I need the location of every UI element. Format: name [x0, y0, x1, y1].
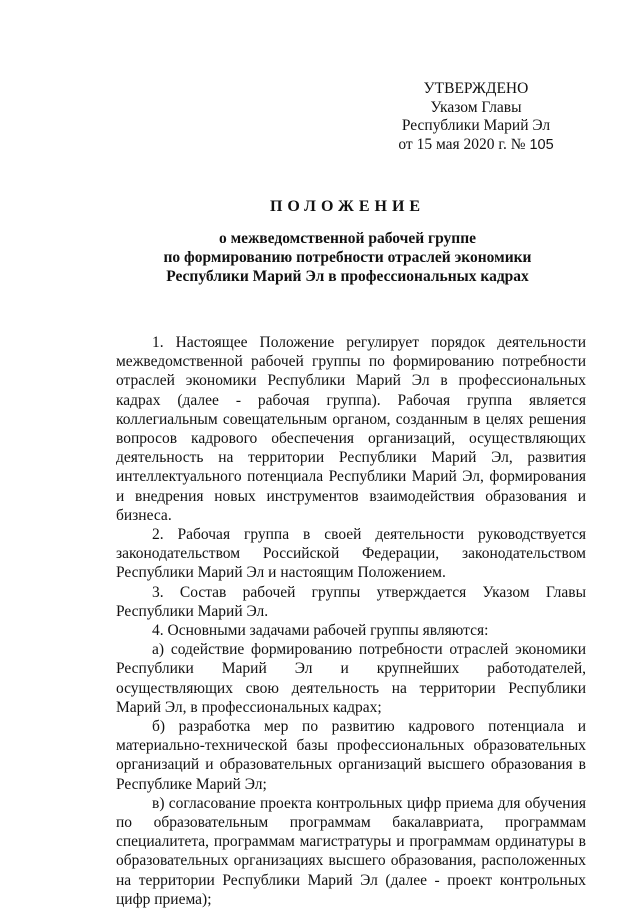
approval-line-decree: Указом Главы	[430, 98, 522, 116]
subtitle-line-3: Республики Марий Эл в профессиональных кадрах	[166, 268, 529, 285]
approval-date-prefix: от	[398, 135, 417, 153]
subtitle-line-1: о межведомственной рабочей группе	[219, 230, 476, 247]
paragraph-2: 2. Рабочая группа в своей деятельности руководствуется законодательством Российской Федерации, законодательством Республики Марий Эл и настоящим Положением.	[116, 526, 586, 582]
subtitle-line-2: по формированию потребности отраслей экономики	[163, 249, 532, 266]
document-title: ПОЛОЖЕНИЕ	[269, 198, 426, 215]
approval-date-line	[386, 136, 566, 155]
paragraph-4a: а) содействие формированию потребности отраслей экономики Республики Марий Эл и крупнейших работодателей, осуществляющих свою деятельность на территории Республики Марий Эл, в профессиональных кадрах;	[116, 641, 586, 716]
paragraph-4b: б) разработка мер по развитию кадрового потенциала и материально-технической базы профессиональных образовательных организаций и образовательных организаций высшего образования в Республике Марий Эл;	[116, 718, 586, 793]
paragraph-4: 4. Основными задачами рабочей группы являются:	[152, 622, 489, 640]
paragraph-1: 1. Настоящее Положение регулирует порядок деятельности межведомственной рабочей группы по формированию потребности отраслей экономики Республики Марий Эл в профессиональных кадрах (далее - рабочая группа). Рабочая группа является коллегиальным совещательным органом, созданным в целях решения вопросов кадрового обеспечения организаций, осуществляющих деятельность на территории Республики Марий Эл, развития интеллектуального потенциала Республики Марий Эл, формирования и внедрения новых инструментов взаимодействия образования и бизнеса.	[116, 334, 586, 524]
document-body	[116, 333, 586, 909]
paragraph-4c: в) согласование проекта контрольных цифр приема для обучения по образовательным программам бакалавриата, программам специалитета, программам магистратуры и программам ординатуры в образовательных организациях высшего образования, расположенных на территории Республики Марий Эл (далее - проект контрольных цифр приема);	[116, 794, 586, 908]
approval-date: 15 мая 2020 г.	[416, 135, 507, 153]
approval-number: 105	[529, 136, 554, 153]
approval-line-approved: УТВЕРЖДЕНО	[423, 80, 529, 97]
approval-number-prefix: №	[506, 135, 530, 153]
paragraph-3: 3. Состав рабочей группы утверждается Указом Главы Республики Марий Эл.	[116, 583, 586, 620]
approval-line-republic: Республики Марий Эл	[401, 117, 551, 134]
approval-stamp	[386, 80, 566, 154]
document-subtitle	[28, 229, 639, 286]
